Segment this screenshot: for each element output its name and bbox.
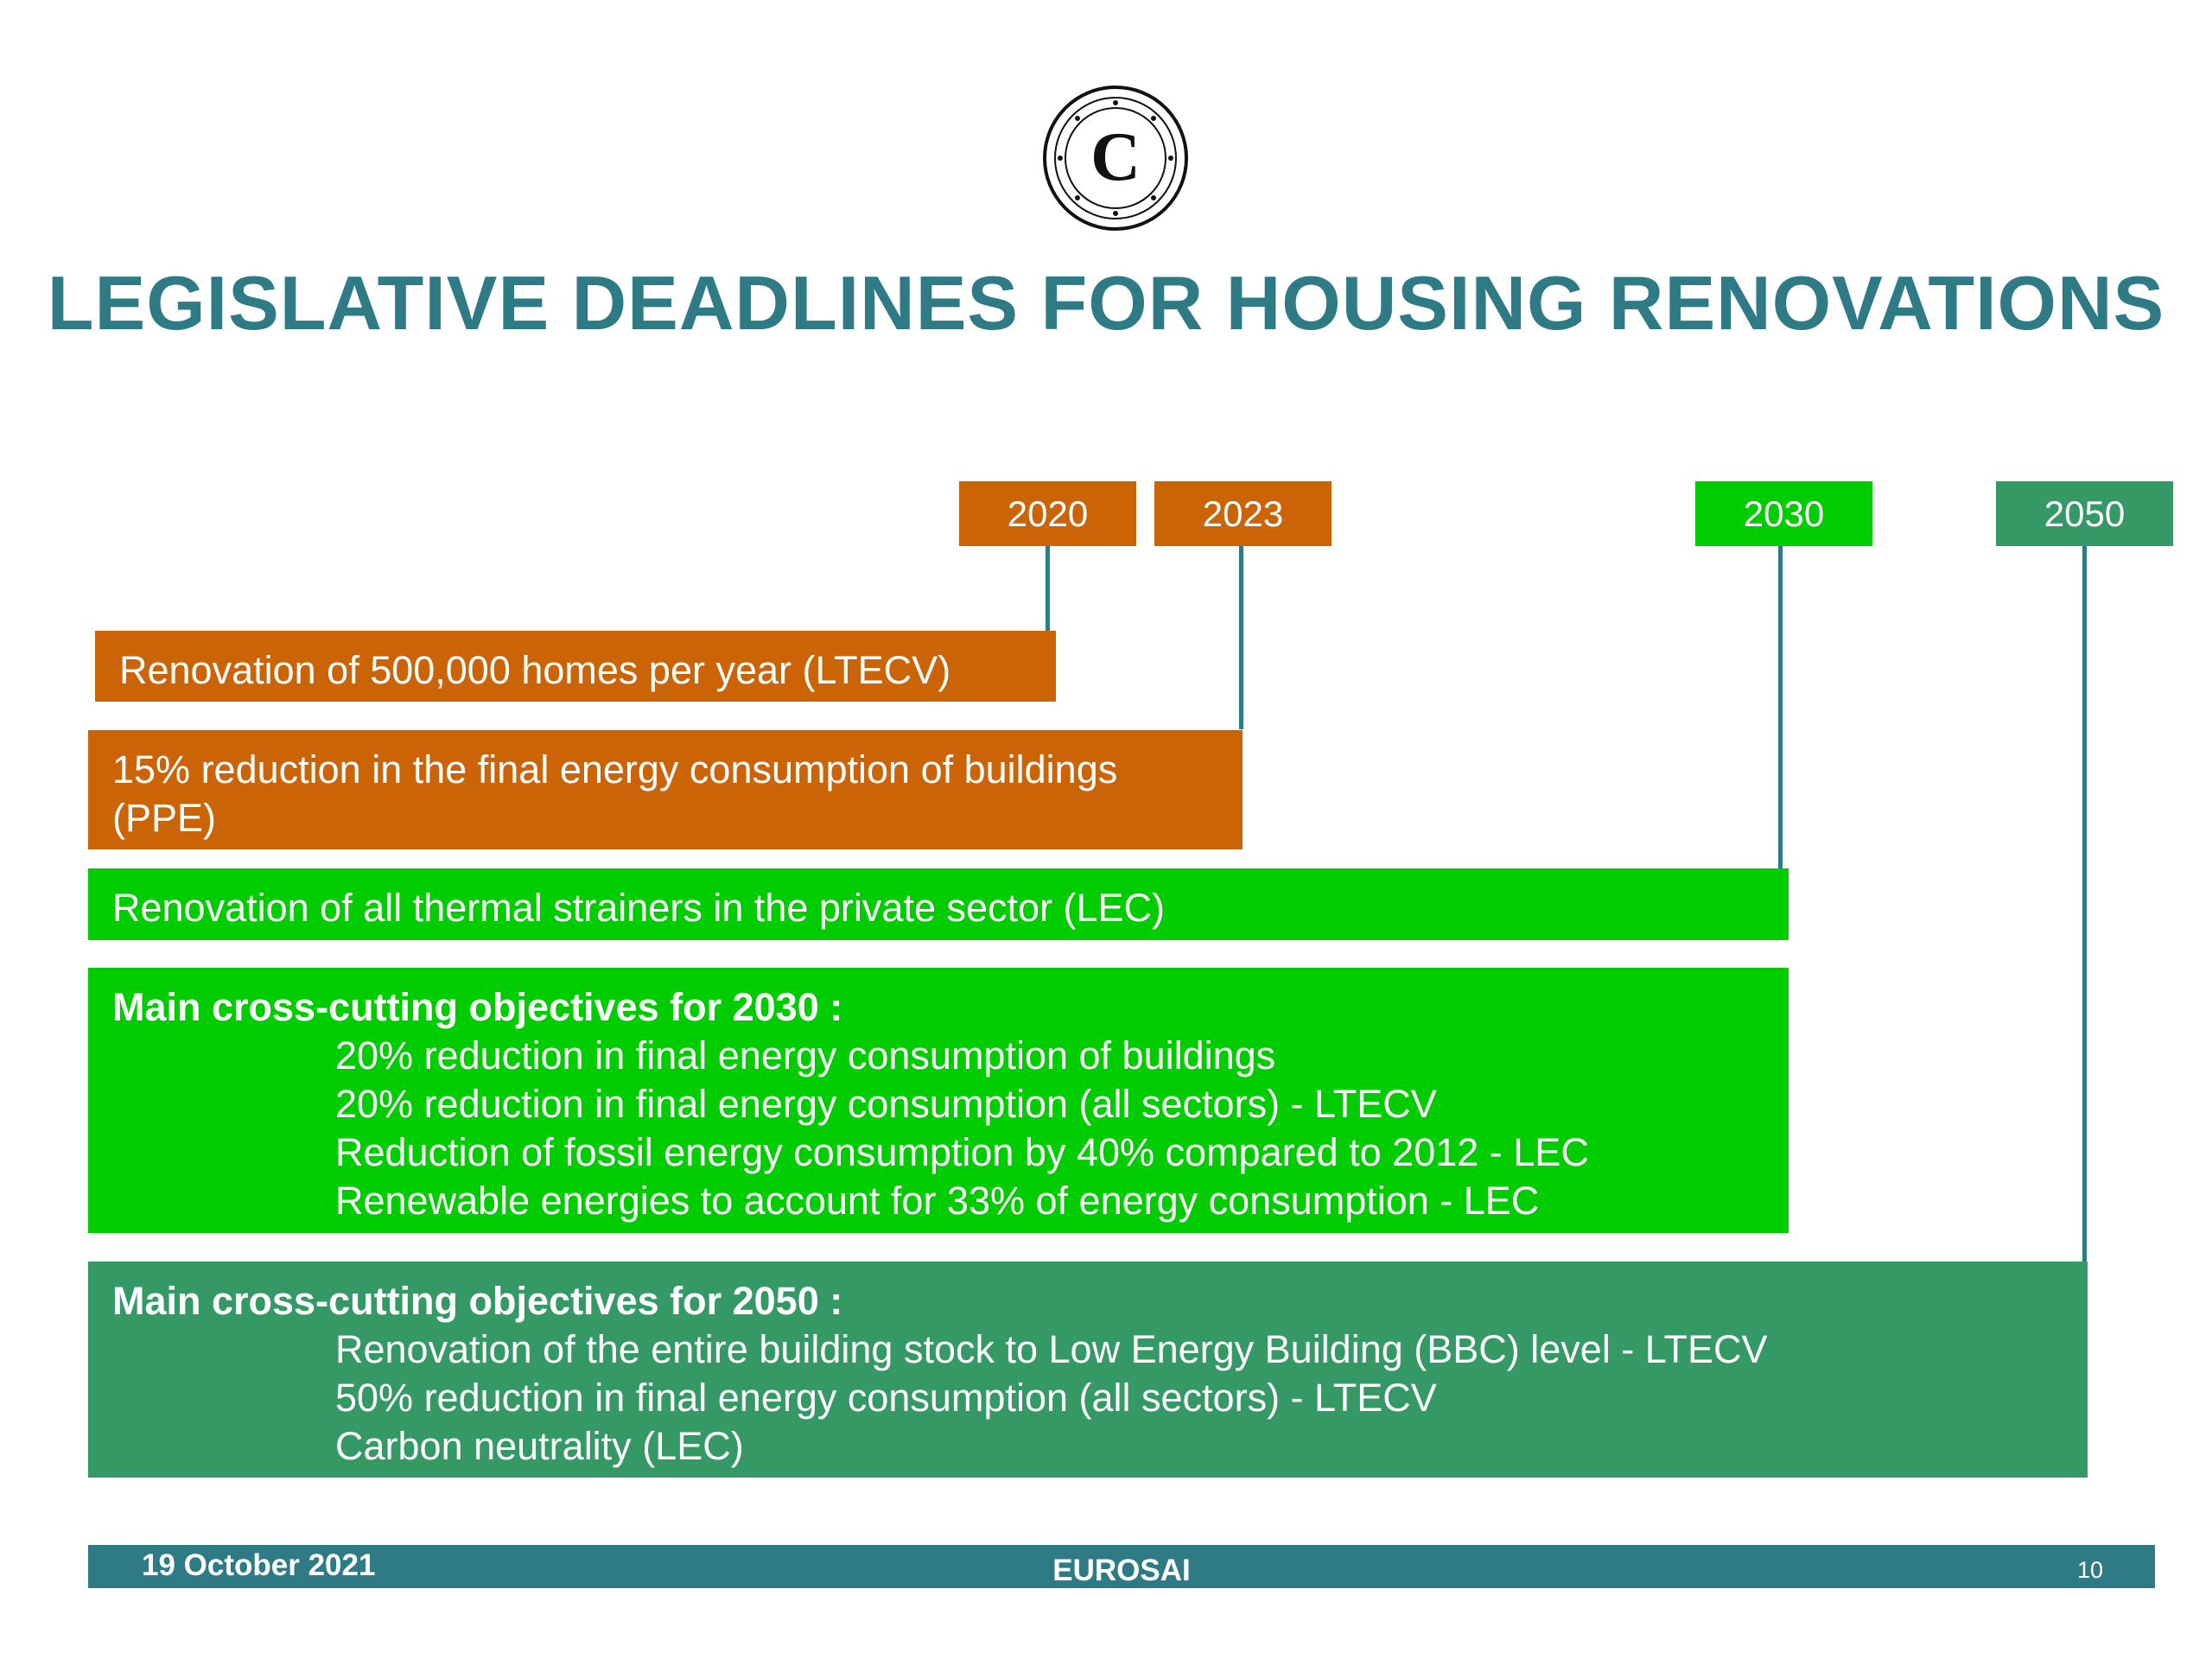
- connector-2050: [2082, 546, 2087, 1263]
- bar-renovation-500k-label: Renovation of 500,000 homes per year (LTECV): [119, 648, 951, 692]
- objectives-2030-item: 20% reduction in final energy consumption of buildings: [335, 1033, 1276, 1077]
- year-2023-box: 2023: [1154, 481, 1332, 546]
- svg-text:C: C: [1090, 119, 1141, 195]
- objectives-2050-box: [88, 1262, 2088, 1478]
- footer-date: 19 October 2021: [142, 1548, 376, 1582]
- bar-15pct-reduction: [88, 730, 1243, 849]
- connector-2030: [1778, 546, 1783, 869]
- objectives-2050-item: Renovation of the entire building stock to Low Energy Building (BBC) level - LTECV: [335, 1327, 1768, 1371]
- footer-page-number: 10: [2076, 1557, 2103, 1583]
- year-2030-box: 2030: [1695, 481, 1872, 546]
- bar-15pct-reduction-label: 15% reduction in the final energy consumption of buildings (PPE): [112, 747, 1118, 840]
- connector-2023: [1239, 546, 1243, 729]
- objectives-2030-item: Renewable energies to account for 33% of energy consumption - LEC: [335, 1179, 1540, 1223]
- court-seal-logo: [1042, 85, 1189, 232]
- objectives-2050-heading: Main cross-cutting objectives for 2050 :: [112, 1279, 843, 1323]
- objectives-2030-box: [88, 968, 1789, 1233]
- year-2050-box: 2050: [1996, 481, 2173, 546]
- bar-thermal-strainers-label: Renovation of all thermal strainers in the private sector (LEC): [112, 886, 1166, 930]
- footer-bar: [88, 1545, 2155, 1588]
- connector-2020: [1046, 546, 1050, 634]
- objectives-2030-item: 20% reduction in final energy consumption (all sectors) - LTECV: [335, 1082, 1437, 1126]
- bar-thermal-strainers: [88, 868, 1789, 940]
- slide-title: LEGISLATIVE DEADLINES FOR HOUSING RENOVATIONS: [47, 260, 2165, 346]
- year-2020-box: 2020: [959, 481, 1136, 546]
- footer-organization: EUROSAI: [1052, 1554, 1191, 1587]
- bar-renovation-500k: [95, 631, 1056, 702]
- objectives-2050-item: 50% reduction in final energy consumption (all sectors) - LTECV: [335, 1376, 1437, 1420]
- objectives-2030-item: Reduction of fossil energy consumption by 40% compared to 2012 - LEC: [335, 1130, 1589, 1174]
- objectives-2050-item: Carbon neutrality (LEC): [335, 1424, 744, 1468]
- objectives-2030-heading: Main cross-cutting objectives for 2030 :: [112, 985, 843, 1029]
